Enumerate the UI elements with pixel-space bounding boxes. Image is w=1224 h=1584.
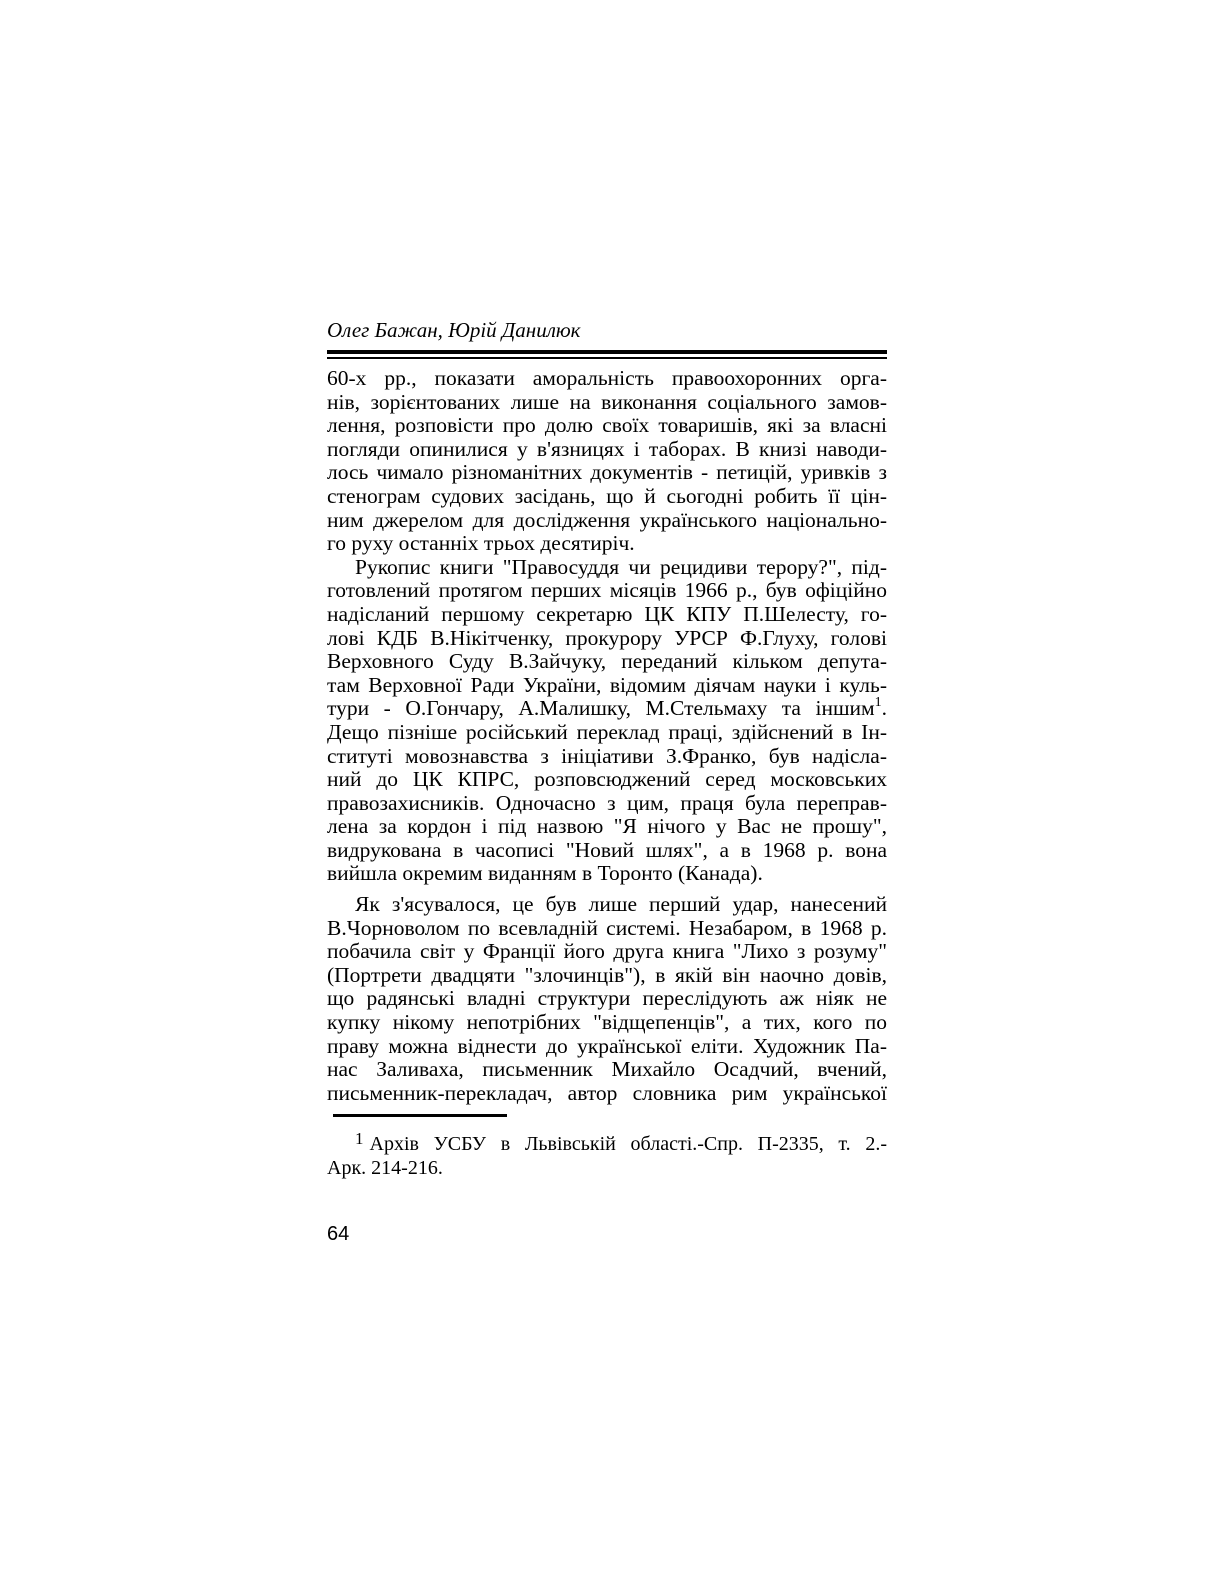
text-line: ституті мовознавства з ініціативи З.Франко, був надісла-	[327, 744, 887, 768]
main-text	[327, 367, 887, 1105]
footnote	[327, 1127, 887, 1180]
text-line: лові КДБ В.Нікітченку, прокурору УРСР Ф.Глуху, голові	[327, 626, 887, 650]
text-line: лена за кордон і під назвою "Я нічого у Вас не прошу",	[327, 815, 887, 839]
header-rule-thin	[327, 357, 887, 359]
text-line: нас Заливаха, письменник Михайло Осадчий, вчений,	[327, 1058, 887, 1082]
text-line: надісланий першому секретарю ЦК КПУ П.Шелесту, го-	[327, 602, 887, 626]
text-line: письменник-перекладач, автор словника рим української	[327, 1081, 887, 1105]
text-line: готовлений протягом перших місяців 1966 р., був офіційно	[327, 579, 887, 603]
text-line-content: тури - О.Гончару, А.Малишку, М.Стельмаху та іншим	[327, 697, 875, 721]
text-line: ним джерелом для дослідження українського національно-	[327, 508, 887, 532]
text-line: лось чимало різноманітних документів - петицій, уривків з	[327, 461, 887, 485]
text-line: нів, зорієнтованих лише на виконання соціального замов-	[327, 390, 887, 414]
text-line: Верховного Суду В.Зайчуку, переданий кільком депута-	[327, 650, 887, 674]
text-line: погляди опинилися у в'язницях і таборах. В книзі наводи-	[327, 437, 887, 461]
paragraph-gap	[327, 886, 887, 893]
text-line: лення, розповісти про долю своїх товаришів, які за власні	[327, 414, 887, 438]
text-line: ний до ЦК КПРС, розповсюджений серед московських	[327, 768, 887, 792]
text-line: там Верховної Ради України, відомим діячам науки і куль-	[327, 673, 887, 697]
text-line: стенограм судових засідань, що й сьогодні робить її цін-	[327, 484, 887, 508]
text-line: В.Чорноволом по всевладній системі. Незабаром, в 1968 р.	[327, 916, 887, 940]
header-rule-thick	[327, 350, 887, 354]
text-line: правозахисників. Одночасно з цим, праця була переправ-	[327, 791, 887, 815]
footnote-reference[interactable]: 1	[874, 697, 882, 711]
paragraph-3	[327, 893, 887, 1105]
text-line: 60-х рр., показати аморальність правоохоронних орга-	[327, 367, 887, 390]
text-line: Дещо пізніше російський переклад праці, здійснений в Ін-	[327, 720, 887, 744]
text-line: побачила світ у Франції його друга книга "Лихо з розуму"	[327, 940, 887, 964]
footnote-line	[327, 1127, 887, 1156]
text-line: вийшла окремим виданням в Торонто (Канада).	[327, 862, 763, 886]
text-line: Рукопис книги "Правосуддя чи рецидиви терору?", під-	[355, 555, 887, 579]
text-line: видрукована в часописі "Новий шлях", а в 1968 р. вона	[327, 838, 887, 862]
paragraph-1	[327, 367, 887, 556]
text-line-with-footnote	[327, 697, 887, 721]
page-number: 64	[327, 1223, 350, 1245]
text-line: го руху останніх трьох десятиріч.	[327, 532, 635, 556]
footnote-text: Архів УСБУ в Львівській області.-Спр. П-2335, т. 2.-	[369, 1133, 887, 1155]
text-line: (Портрети двадцяти "злочинців"), в якій він наочно довів,	[327, 963, 887, 987]
footnote-mark: 1	[355, 1129, 364, 1148]
paragraph-2	[327, 556, 887, 886]
running-head-authors: Олег Бажан, Юрій Данилюк	[327, 318, 581, 342]
text-line: праву можна віднести до української еліти. Художник Па-	[327, 1034, 887, 1058]
text-line: Як з'ясувалося, це був лише перший удар, нанесений	[355, 893, 887, 917]
footnote-line: Арк. 214-216.	[327, 1157, 443, 1179]
text-line: що радянські владні структури переслідують аж ніяк не	[327, 987, 887, 1011]
footnote-separator	[333, 1114, 507, 1117]
text-line: купку нікому непотрібних "відщепенців", а тих, кого по	[327, 1011, 887, 1035]
footnote-ref-trailer: .	[881, 697, 887, 721]
